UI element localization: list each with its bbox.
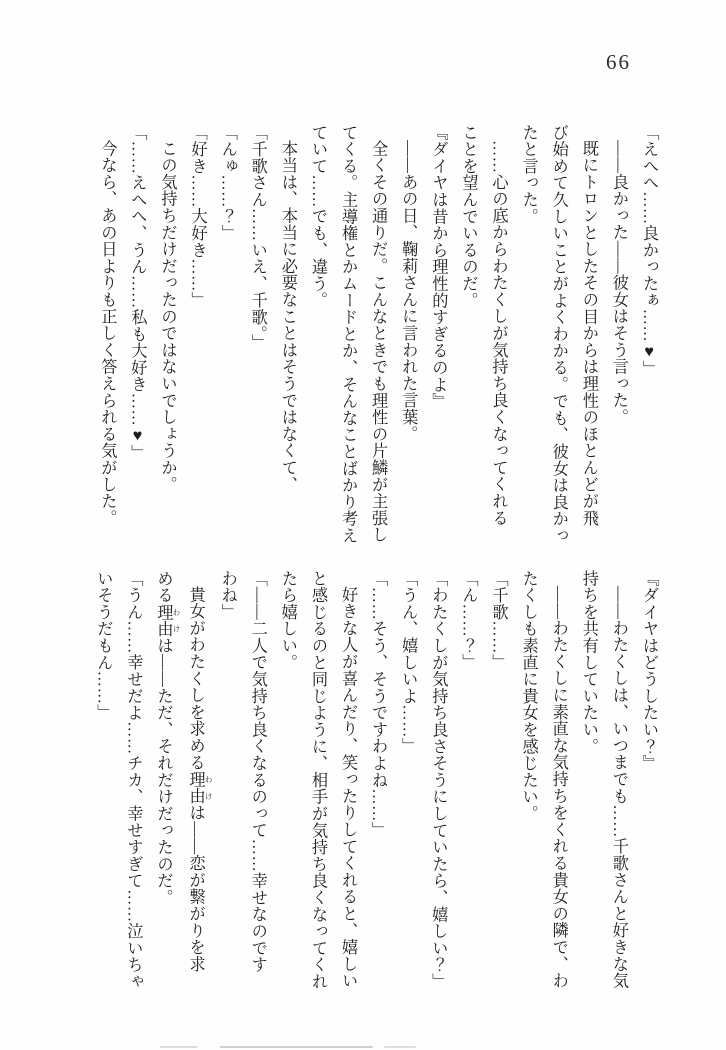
text-line: ことを望んでいるのだ。 — [459, 124, 478, 309]
text-line: 「……えへへ、うん……私も大好き……♥」 — [128, 124, 147, 462]
scan-artifact-line — [160, 1046, 198, 1048]
text-line: 『ダイヤはどうしたい？』 — [640, 570, 658, 772]
text-line: 「わたくしが気持ち良さそうにしていたら、嬉しい？」 — [429, 570, 448, 990]
text-line: ——わたくしに素直な気持ちをくれる貴女の隣で、わ — [549, 586, 568, 990]
text-line: 既にトロンとしたその目からは理性のほとんどが飛 — [579, 140, 598, 527]
text-line: 好きな人が喜んだり、笑ったりしてくれると、嬉しい — [339, 586, 358, 990]
text-line: 『ダイヤは昔から理性的すぎるのよ』 — [429, 124, 448, 410]
text-line: と感じるのと同じように、相手が気持ち良くなってくれ — [308, 570, 327, 990]
text-line: 「……そう、そうですわよね……」 — [369, 570, 388, 839]
text-line: 「んゅ……？」 — [218, 124, 237, 242]
text-line: ——あの日、鞠莉さんに言われた言葉。 — [399, 140, 418, 443]
text-line: 本当は、本当に必要なことはそうではなくて、 — [278, 140, 297, 493]
page-number: 66 — [606, 50, 631, 74]
furigana-ruby: 理由 わけ — [186, 771, 214, 805]
text-line: いそうだもん……」 — [94, 570, 113, 722]
text-line: 「——二人で気持ち良くなるのって……幸せなのです — [248, 570, 267, 974]
text-line: わね」 — [218, 570, 237, 621]
text-line: 「好き……大好き……」 — [188, 124, 207, 309]
text-line: たくしも素直に貴女を感じたい。 — [519, 570, 538, 822]
text-line: 「うん……幸せだよ……チカ、幸せすぎて……泣いちゃ — [124, 570, 143, 990]
text-line: 「ん……？」 — [459, 570, 478, 671]
text-block-top — [92, 124, 664, 548]
scan-artifact-line — [220, 1046, 373, 1048]
text-line: 「えへへ……良かったぁ……♥」 — [640, 124, 658, 378]
text-line: び始めて久しいことがよくわかる。でも、彼女は良かっ — [549, 124, 568, 544]
text-line: 貴女がわたくしを求める理由 わけは——恋が繋がりを求 — [186, 586, 214, 973]
text-block-bottom — [92, 570, 664, 994]
text-line: てくる。主導権とかムードとか、そんなことばかり考え — [339, 124, 358, 544]
text-line: 「千歌さん……いえ、千歌。」 — [248, 124, 267, 352]
text-line: める理由 わけは——ただ、それだけだったのだ。 — [154, 570, 181, 906]
text-line: 今なら、あの日よりも正しく答えられる気がした。 — [98, 140, 117, 527]
text-line: 「千歌……」 — [489, 570, 508, 671]
text-line: たと言った。 — [519, 124, 538, 225]
furigana-ruby: 理由 わけ — [154, 603, 181, 638]
text-line: ——わたくしは、いつまでも……千歌さんと好きな気 — [609, 586, 628, 990]
scan-artifact-line — [384, 1046, 416, 1048]
text-line: 持ちを共有していたい。 — [579, 570, 598, 755]
text-line: ていて……でも、違う。 — [308, 124, 327, 309]
text-line: たら嬉しい。 — [278, 570, 297, 671]
text-line: ……心の底からわたくしが気持ち良くなってくれる — [489, 140, 508, 527]
text-line: 「うん、嬉しいよ……」 — [399, 570, 418, 755]
text-line: 全くその通りだ。こんなときでも理性の片鱗が主張し — [369, 140, 388, 544]
text-line: この気持ちだけだったのではないでしょうか。 — [158, 140, 177, 493]
text-line: ——良かった——彼女はそう言った。 — [609, 140, 628, 426]
